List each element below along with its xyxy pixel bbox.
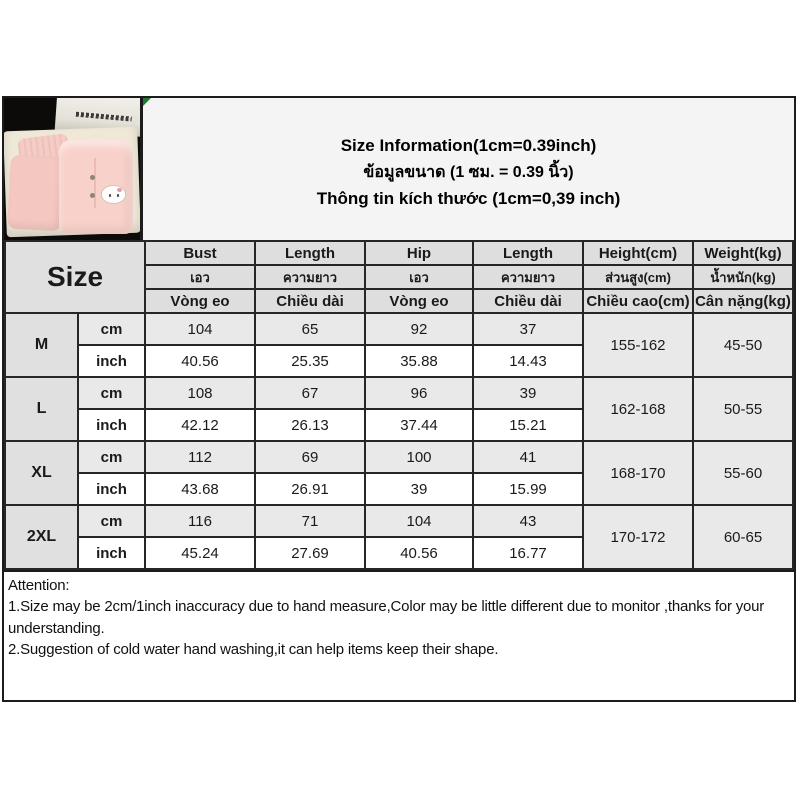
- size-label-m: M: [5, 313, 78, 377]
- col-header-weight-th: น้ำหนัก(kg): [693, 265, 793, 289]
- weight-range: 55-60: [693, 441, 793, 505]
- col-header-hip-vi: Vòng eo: [365, 289, 473, 313]
- table-cell: 25.35: [255, 345, 365, 377]
- table-cell: 96: [365, 377, 473, 409]
- col-header-weight-vi: Cân nặng(kg): [693, 289, 793, 313]
- col-header-bust: Bust: [145, 241, 255, 265]
- weight-range: 60-65: [693, 505, 793, 569]
- table-cell: 39: [473, 377, 583, 409]
- col-header-hip: Hip: [365, 241, 473, 265]
- kitty-eye: [109, 194, 111, 197]
- pajama-top-placket: [94, 158, 96, 208]
- size-information-title: [143, 98, 794, 240]
- height-range: 170-172: [583, 505, 693, 569]
- table-cell: 100: [365, 441, 473, 473]
- col-header-length2-th: ความยาว: [473, 265, 583, 289]
- weight-range: 50-55: [693, 377, 793, 441]
- table-cell: 112: [145, 441, 255, 473]
- header-row-english: [5, 241, 793, 265]
- size-label-l: L: [5, 377, 78, 441]
- unit-label-inch: inch: [78, 473, 145, 505]
- table-cell: 45.24: [145, 537, 255, 569]
- table-cell: 26.13: [255, 409, 365, 441]
- height-range: 168-170: [583, 441, 693, 505]
- size-header: Size: [5, 241, 145, 313]
- title-vietnamese: Thông tin kích thước (1cm=0,39 inch): [316, 188, 621, 208]
- attention-notes: [4, 570, 794, 700]
- col-header-length2: Length: [473, 241, 583, 265]
- table-cell: 14.43: [473, 345, 583, 377]
- table-cell: 35.88: [365, 345, 473, 377]
- pajama-button: [90, 193, 95, 198]
- top-row: [4, 98, 794, 240]
- table-cell: 104: [365, 505, 473, 537]
- table-cell: 39: [365, 473, 473, 505]
- box-brand-text: [76, 112, 132, 122]
- attention-heading: Attention:: [8, 577, 70, 594]
- table-cell: 41: [473, 441, 583, 473]
- unit-label-cm: cm: [78, 441, 145, 473]
- table-cell: 108: [145, 377, 255, 409]
- table-cell: 40.56: [365, 537, 473, 569]
- unit-label-inch: inch: [78, 345, 145, 377]
- kitty-eye: [117, 194, 119, 197]
- col-header-weight: Weight(kg): [693, 241, 793, 265]
- table-cell: 43.68: [145, 473, 255, 505]
- col-header-hip-th: เอว: [365, 265, 473, 289]
- col-header-bust-vi: Vòng eo: [145, 289, 255, 313]
- unit-label-cm: cm: [78, 313, 145, 345]
- col-header-length2-vi: Chiều dài: [473, 289, 583, 313]
- table-cell: 104: [145, 313, 255, 345]
- col-header-length-vi: Chiều dài: [255, 289, 365, 313]
- table-row-xl-cm: [5, 441, 793, 473]
- attention-note-2: 2.Suggestion of cold water hand washing,it can help items keep their shape.: [8, 640, 499, 658]
- unit-label-inch: inch: [78, 537, 145, 569]
- table-cell: 43: [473, 505, 583, 537]
- table-row-m-cm: [5, 313, 793, 345]
- size-label-xl: XL: [5, 441, 78, 505]
- cell-corner-marker: [143, 98, 151, 106]
- col-header-height-vi: Chiều cao(cm): [583, 289, 693, 313]
- table-cell: 71: [255, 505, 365, 537]
- unit-label-cm: cm: [78, 505, 145, 537]
- table-cell: 37: [473, 313, 583, 345]
- table-cell: 26.91: [255, 473, 365, 505]
- col-header-height-th: ส่วนสูง(cm): [583, 265, 693, 289]
- table-cell: 15.21: [473, 409, 583, 441]
- pajama-button: [90, 175, 95, 180]
- size-table: [4, 240, 794, 570]
- col-header-height: Height(cm): [583, 241, 693, 265]
- attention-note-1: 1.Size may be 2cm/1inch inaccuracy due to hand measure,Color may be little different due to monitor ,thanks for your understanding.: [8, 598, 765, 637]
- table-cell: 16.77: [473, 537, 583, 569]
- col-header-length: Length: [255, 241, 365, 265]
- table-cell: 69: [255, 441, 365, 473]
- product-photo: [4, 98, 143, 240]
- pajama-pants: [7, 155, 65, 232]
- table-cell: 27.69: [255, 537, 365, 569]
- table-cell: 67: [255, 377, 365, 409]
- hello-kitty-patch: [101, 185, 126, 204]
- kitty-bow: [117, 188, 122, 192]
- table-cell: 42.12: [145, 409, 255, 441]
- table-cell: 116: [145, 505, 255, 537]
- table-cell: 40.56: [145, 345, 255, 377]
- title-english: Size Information(1cm=0.39inch): [340, 135, 597, 155]
- table-cell: 15.99: [473, 473, 583, 505]
- height-range: 162-168: [583, 377, 693, 441]
- table-cell: 37.44: [365, 409, 473, 441]
- height-range: 155-162: [583, 313, 693, 377]
- size-label-2xl: 2XL: [5, 505, 78, 569]
- title-thai: ข้อมูลขนาด (1 ซม. = 0.39 นิ้ว): [363, 163, 574, 181]
- unit-label-cm: cm: [78, 377, 145, 409]
- table-row-2xl-cm: [5, 505, 793, 537]
- unit-label-inch: inch: [78, 409, 145, 441]
- col-header-length-th: ความยาว: [255, 265, 365, 289]
- size-chart-sheet: [2, 96, 796, 702]
- table-cell: 92: [365, 313, 473, 345]
- col-header-bust-th: เอว: [145, 265, 255, 289]
- table-cell: 65: [255, 313, 365, 345]
- weight-range: 45-50: [693, 313, 793, 377]
- table-row-l-cm: [5, 377, 793, 409]
